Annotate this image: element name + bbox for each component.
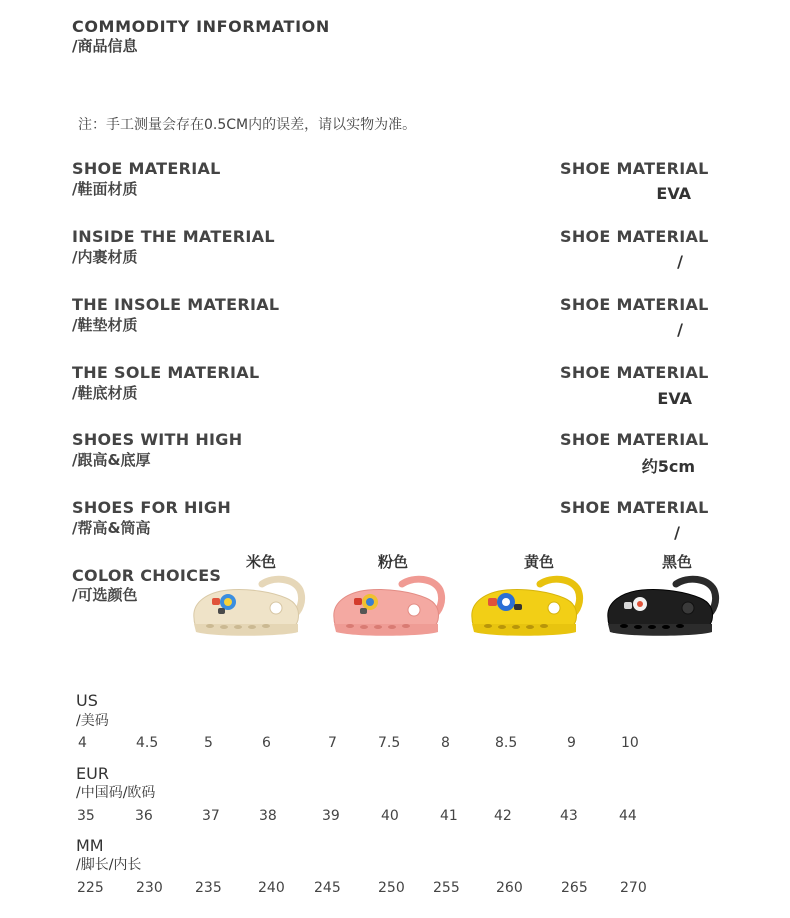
spec-right-label: SHOE MATERIAL: [560, 363, 709, 382]
spec-label-cn: /帮高&筒高: [72, 519, 151, 537]
table-cell: 260: [496, 880, 523, 896]
spec-right-label: SHOE MATERIAL: [560, 295, 709, 314]
spec-right-label: SHOE MATERIAL: [560, 498, 709, 517]
spec-label-cn: /跟高&底厚: [72, 451, 151, 469]
yellow-clog-image[interactable]: [466, 574, 584, 640]
size-label-eur-cn: /中国码/欧码: [76, 785, 156, 801]
table-cell: 230: [136, 880, 163, 896]
spec-label-en: THE SOLE MATERIAL: [72, 363, 260, 382]
pink-clog-image[interactable]: [328, 574, 446, 640]
table-cell: 4: [78, 735, 87, 751]
table-cell: 10: [621, 735, 639, 751]
spec-value: /: [677, 320, 683, 339]
table-cell: 39: [322, 808, 340, 824]
size-label-mm: MM: [76, 836, 104, 855]
table-cell: 245: [314, 880, 341, 896]
spec-value: 约5cm: [641, 457, 695, 476]
spec-label-en: SHOES FOR HIGH: [72, 498, 232, 517]
color-name-beige: 米色: [246, 553, 277, 571]
table-cell: 6: [262, 735, 271, 751]
table-cell: 9: [567, 735, 576, 751]
color-name-black: 黑色: [662, 553, 693, 571]
table-cell: 255: [433, 880, 460, 896]
spec-label-cn: /鞋面材质: [72, 180, 138, 198]
table-cell: 240: [258, 880, 285, 896]
measurement-note: 注：手工测量会存在0.5CM内的误差，请以实物为准。: [78, 117, 417, 133]
spec-label-en: SHOE MATERIAL: [72, 159, 221, 178]
table-cell: 35: [77, 808, 95, 824]
size-label-eur: EUR: [76, 764, 109, 783]
table-cell: 8.5: [495, 735, 518, 751]
color-name-yellow: 黄色: [524, 553, 555, 571]
table-cell: 270: [620, 880, 647, 896]
size-label-us-cn: /美码: [76, 713, 109, 729]
table-cell: 5: [204, 735, 213, 751]
table-cell: 42: [494, 808, 512, 824]
table-cell: 265: [561, 880, 588, 896]
page-title-en: COMMODITY INFORMATION: [72, 17, 330, 36]
spec-label-en: SHOES WITH HIGH: [72, 430, 243, 449]
spec-label-cn: /鞋垫材质: [72, 316, 138, 334]
table-cell: 4.5: [136, 735, 159, 751]
spec-value: EVA: [657, 389, 692, 408]
table-cell: 7.5: [378, 735, 401, 751]
table-cell: 41: [440, 808, 458, 824]
table-cell: 250: [378, 880, 405, 896]
table-cell: 235: [195, 880, 222, 896]
table-cell: 44: [619, 808, 637, 824]
spec-value: /: [677, 252, 683, 271]
page-title-cn: /商品信息: [72, 37, 138, 55]
color-name-pink: 粉色: [378, 553, 409, 571]
table-cell: 40: [381, 808, 399, 824]
color-choices-label-cn: /可选颜色: [72, 586, 138, 604]
spec-right-label: SHOE MATERIAL: [560, 227, 709, 246]
table-cell: 7: [328, 735, 337, 751]
color-choices-label-en: COLOR CHOICES: [72, 566, 222, 585]
size-label-mm-cn: /脚长/内长: [76, 857, 142, 873]
black-clog-image[interactable]: [602, 572, 720, 642]
beige-clog-image[interactable]: [188, 574, 306, 640]
table-cell: 225: [77, 880, 104, 896]
table-cell: 36: [135, 808, 153, 824]
spec-label-en: THE INSOLE MATERIAL: [72, 295, 280, 314]
table-cell: 38: [259, 808, 277, 824]
spec-right-label: SHOE MATERIAL: [560, 430, 709, 449]
spec-label-cn: /鞋底材质: [72, 384, 138, 402]
spec-label-cn: /内裹材质: [72, 248, 138, 266]
table-cell: 43: [560, 808, 578, 824]
table-cell: 8: [441, 735, 450, 751]
spec-value: /: [674, 523, 680, 542]
table-cell: 37: [202, 808, 220, 824]
size-label-us: US: [76, 691, 98, 710]
spec-right-label: SHOE MATERIAL: [560, 159, 709, 178]
spec-value: EVA: [656, 184, 691, 203]
spec-label-en: INSIDE THE MATERIAL: [72, 227, 275, 246]
